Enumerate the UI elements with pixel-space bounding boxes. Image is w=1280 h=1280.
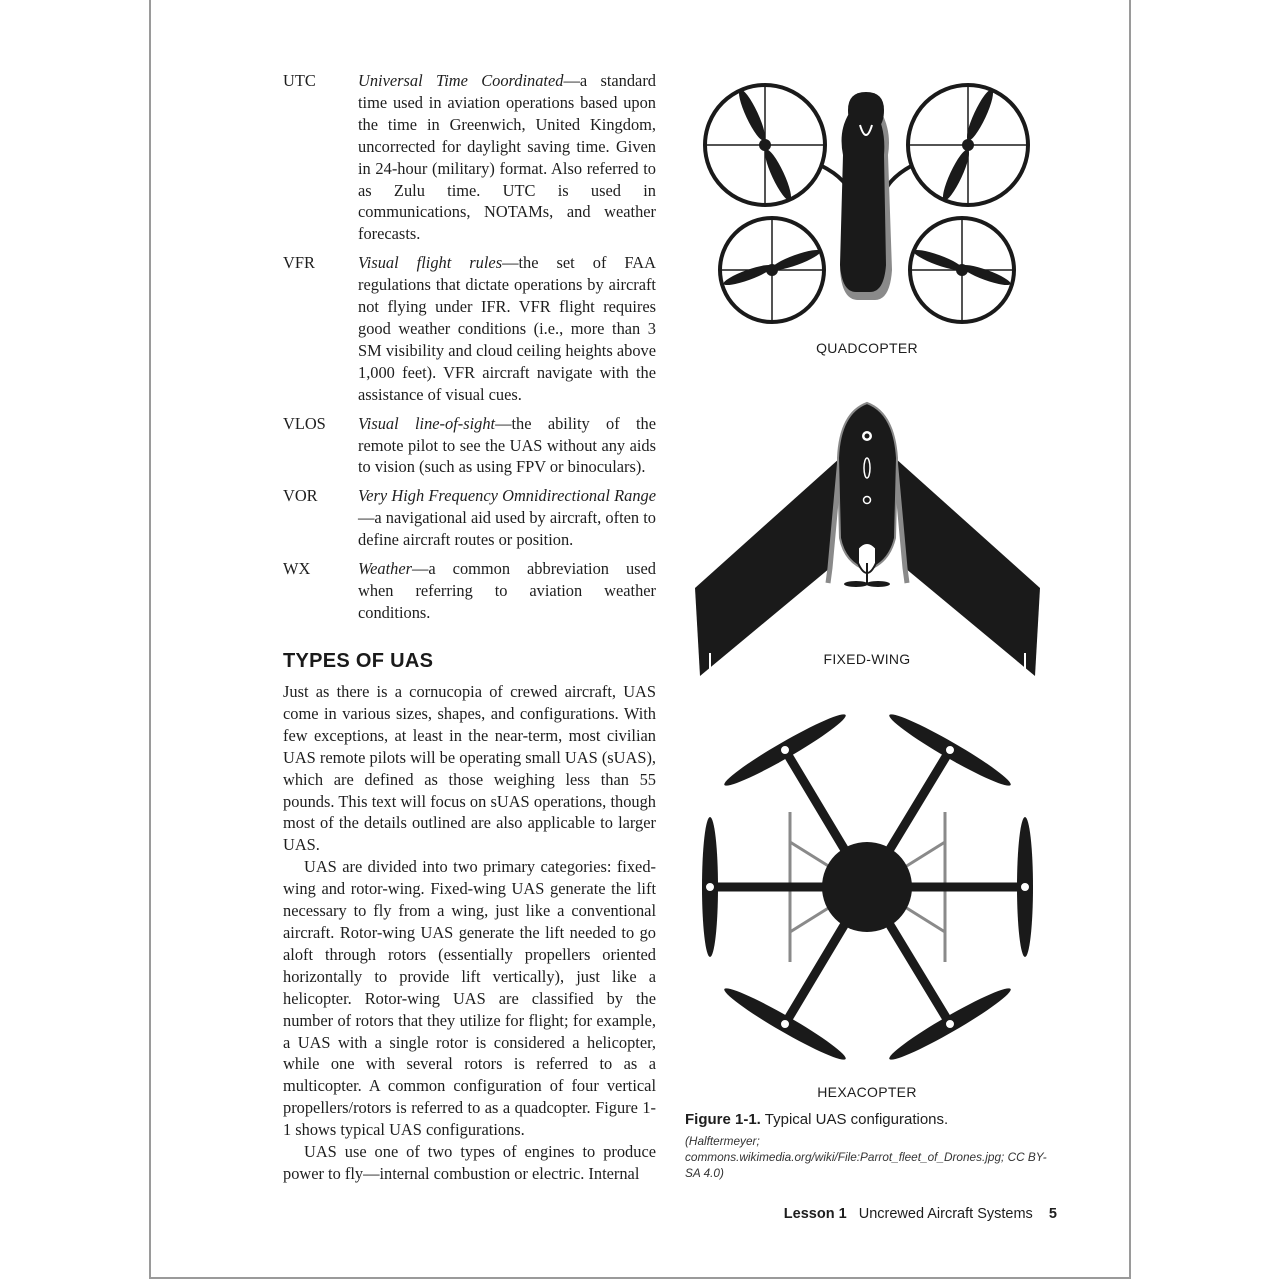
term-description: —the ability of the remote pilot to see the UAS without any aids to vision (such as using FPV or binoculars). (358, 413, 656, 477)
footer-title: Uncrewed Aircraft Systems (858, 1206, 1033, 1222)
figure-caption (685, 1110, 1055, 1181)
glossary-definition (358, 413, 656, 479)
glossary-term: UTC (283, 71, 316, 90)
quadcopter-label: QUADCOPTER (816, 340, 918, 356)
figure-credit: (Halftermeyer; commons.wikimedia.org/wiki/File:Parrot_fleet_of_Drones.jpg; CC BY-SA 4.0) (685, 1134, 1047, 1180)
hexacopter-illustration (700, 712, 1035, 1072)
glossary-entry (283, 413, 656, 479)
glossary-definition (358, 70, 656, 245)
hexacopter-label: HEXACOPTER (817, 1084, 917, 1100)
glossary-entry (283, 485, 656, 551)
glossary-term: VLOS (283, 413, 326, 433)
glossary-definition (358, 485, 656, 551)
glossary-term: VFR (283, 253, 315, 273)
term-expansion: Visual flight rules (358, 253, 503, 273)
term-expansion: Very High Frequency Omnidirectional Range (358, 486, 656, 506)
glossary-term: WX (283, 559, 311, 579)
section-heading: TYPES OF UAS (283, 650, 434, 672)
term-description: —the set of FAA regulations that dictate operations by aircraft not flying under IFR. VFR flight requires good weather conditions (i.e., more than 3 SM visibility and cloud ceiling heights above 1,000 feet). VFR aircraft navigate with the assistance of visual cues. (358, 253, 656, 404)
glossary-entry (283, 558, 656, 624)
fixed-wing-label: FIXED-WING (823, 651, 911, 667)
glossary-definition (358, 252, 656, 405)
glossary-definition (358, 558, 656, 624)
term-expansion: Universal Time Coordinated (358, 71, 564, 90)
paragraph: UAS are divided into two primary categories: fixed-wing and rotor-wing. Fixed-wing UAS generate the lift necessary to fly from a wing, just like a conventional aircraft. Rotor-wing UAS generate the lift needed to go aloft through rotors (essentially propellers oriented horizontally to provide lift vertically), just like a helicopter. Rotor-wing UAS are classified by the number of rotors that they utilize for flight; for example, a UAS with a single rotor is considered a helicopter, while one with several rotors is referred to as a multicopter. A common configuration of four vertical propellers/rotors is referred to as a quadcopter. Figure 1-1 shows typical UAS configurations. (283, 857, 656, 1140)
glossary (283, 70, 656, 631)
fixed-wing-illustration (690, 398, 1045, 678)
glossary-entry (283, 70, 656, 245)
paragraph: UAS use one of two types of engines to produce power to fly—internal combustion or electric. Internal (283, 1142, 656, 1183)
term-expansion: Visual line-of-sight (358, 413, 496, 433)
glossary-term: VOR (283, 486, 318, 506)
term-description: —a navigational aid used by aircraft, often to define aircraft routes or position. (358, 508, 656, 550)
body-text (283, 681, 656, 1185)
quadcopter-illustration (680, 70, 1055, 340)
term-description: —a standard time used in aviation operations based upon the time in Greenwich, United Kingdom, uncorrected for daylight saving time. Given in 24-hour (military) format. Also referred to as Zulu time. UTC is used in communications, NOTAMs, and weather forecasts. (358, 71, 656, 244)
page-footer (700, 1206, 1057, 1222)
footer-lesson: Lesson 1 (783, 1206, 847, 1222)
figure-caption-text: Typical UAS configurations. (764, 1111, 949, 1128)
term-expansion: Weather (358, 559, 413, 579)
page-number: 5 (1048, 1206, 1057, 1222)
glossary-entry (283, 252, 656, 405)
term-description: —a common abbreviation used when referring to aviation weather conditions. (358, 559, 656, 622)
figure-number: Figure 1-1. (685, 1111, 761, 1128)
paragraph: Just as there is a cornucopia of crewed aircraft, UAS come in various sizes, shapes, and configurations. With few exceptions, at least in the near-term, most civilian UAS remote pilots will be operating small UAS (sUAS), which are defined as those weighing less than 55 pounds. This text will focus on sUAS operations, though most of the details outlined are also applicable to larger UAS. (283, 682, 656, 855)
